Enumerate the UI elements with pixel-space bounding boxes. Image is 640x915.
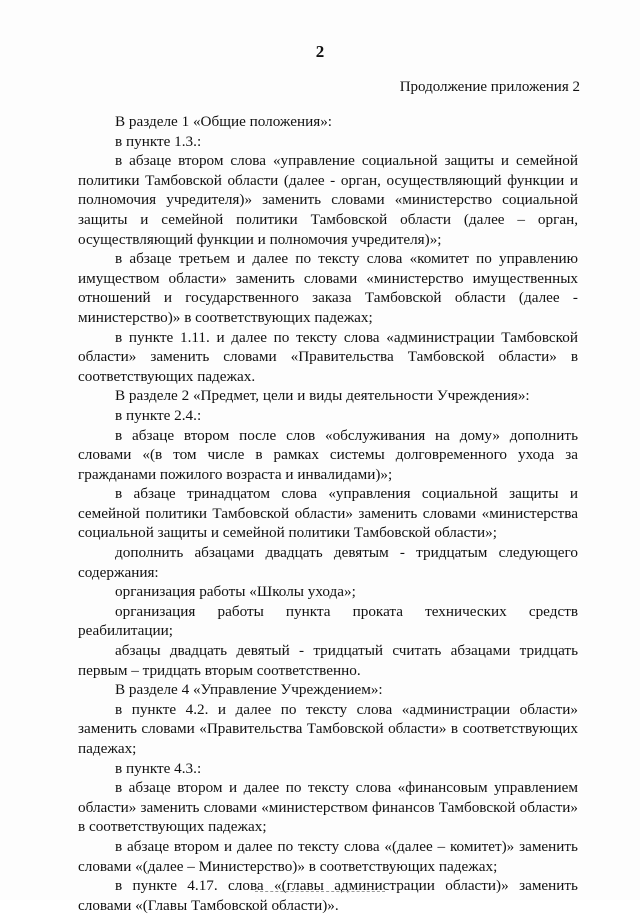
paragraph: организация работы пункта проката технических средств реабилитации;: [78, 602, 578, 640]
paragraph: в абзаце тринадцатом слова «управления социальной защиты и семейной политики Тамбовской области» заменить словами «министерства социальной защиты и семейной политики Тамбовской области»;: [78, 485, 578, 542]
paragraph: в абзаце втором и далее по тексту слова «финансовым управлением области» заменить словами «министерством финансов Тамбовской области» в соответствующих падежах;: [78, 779, 578, 836]
paragraph: в пункте 4.3.:: [115, 759, 202, 777]
paragraph: в абзаце втором после слов «обслуживания на дому» дополнить словами «(в том числе в рамках системы долговременного ухода за гражданами пожилого возраста и инвалидами)»;: [78, 426, 578, 483]
paragraph: в пункте 4.2. и далее по тексту слова «администрации области» заменить словами «Правительства Тамбовской области» в соответствующих падежах;: [78, 700, 578, 757]
paragraph: в пункте 4.17. слова «(главы администрации области)» заменить словами «(Главы Тамбовской области)».: [78, 877, 578, 914]
paragraph: дополнить абзацами двадцать девятым - тридцатым следующего содержания:: [78, 544, 578, 581]
paragraph: в пункте 1.11. и далее по тексту слова «администрации Тамбовской области» заменить словами «Правительства Тамбовской области» в соответствующих падежах.: [78, 328, 578, 385]
paragraph: организация работы «Школы ухода»;: [115, 583, 356, 601]
document-body: [78, 112, 578, 915]
paragraph: В разделе 2 «Предмет, цели и виды деятельности Учреждения»:: [115, 387, 530, 405]
footer-divider: [255, 891, 385, 892]
paragraph: в абзаце третьем и далее по тексту слова «комитет по управлению имуществом области» заменить словами «министерство имущественных отношений и государственного заказа Тамбовской области (далее - министерство)» в соответствующих падежах;: [78, 250, 578, 326]
paragraph: В разделе 1 «Общие положения»:: [115, 113, 333, 130]
page-number: 2: [315, 42, 325, 61]
paragraph: В разделе 4 «Управление Учреждением»:: [115, 681, 383, 699]
paragraph: в абзаце втором слова «управление социальной защиты и семейной политики Тамбовской области (далее - орган, осуществляющий функции и полномочия учредителя)» заменить словами «министерство социальной защиты и семейной политики Тамбовской области (далее – орган, осуществляющий функции и полномочия учредителя)»;: [78, 152, 578, 248]
paragraph: абзацы двадцать девятый - тридцатый считать абзацами тридцать первым – тридцать вторым соответственно.: [78, 642, 578, 679]
continuation-label: Продолжение приложения 2: [399, 79, 580, 95]
paragraph: в абзаце втором и далее по тексту слова «(далее – комитет)» заменить словами «(далее – Министерство)» в соответствующих падежах;: [78, 837, 578, 875]
paragraph: в пункте 1.3.:: [115, 132, 202, 150]
paragraph: в пункте 2.4.:: [115, 406, 202, 424]
